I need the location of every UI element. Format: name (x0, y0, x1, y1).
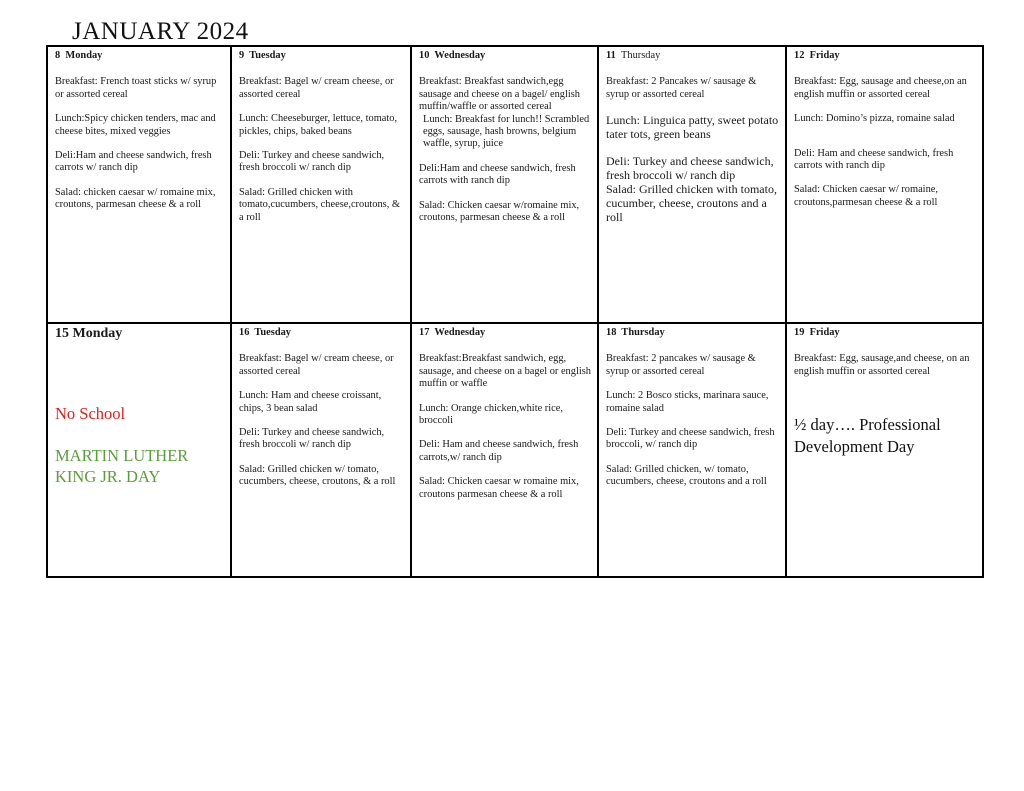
breakfast-item: Breakfast: 2 Pancakes w/ sausage & syrup or assorted cereal (606, 76, 757, 100)
day-number: 10 (419, 50, 430, 61)
day-cell-jan-11 (598, 46, 786, 323)
day-number: 11 (606, 50, 616, 61)
day-cell-jan-16 (231, 323, 411, 577)
deli-item: Deli: Turkey and cheese sandwich, fresh broccoli, w/ ranch dip (606, 427, 775, 451)
holiday-name: MARTIN LUTHER KING JR. DAY (55, 445, 189, 486)
day-name: Friday (809, 327, 840, 338)
breakfast-item: Breakfast: Breakfast sandwich,egg sausage and cheese on a bagel/ english muffin/waffle or assorted cereal (419, 76, 580, 113)
breakfast-item: Breakfast:Breakfast sandwich, egg, sausage, and cheese on a bagel or english muffin or waffle (419, 353, 591, 390)
day-number: 8 (55, 50, 61, 61)
day-cell-jan-19 (786, 323, 983, 577)
lunch-item: Lunch: Orange chicken,white rice, broccoli (419, 402, 563, 427)
calendar-week-2 (47, 323, 983, 577)
deli-item: Deli:Ham and cheese sandwich, fresh carrots w/ ranch dip (55, 150, 212, 174)
lunch-item: Lunch: 2 Bosco sticks, marinara sauce, romaine salad (606, 390, 769, 414)
day-header (55, 50, 224, 62)
day-name: Thursday (621, 50, 661, 61)
calendar-week-1 (47, 46, 983, 323)
day-cell-jan-10 (411, 46, 598, 323)
salad-item: Salad: Chicken caesar w romaine mix, croutons parmesan cheese & a roll (419, 476, 579, 500)
day-header (794, 327, 976, 339)
deli-item: Deli: Turkey and cheese sandwich, fresh broccoli w/ ranch dip (239, 427, 385, 451)
page-title: JANUARY 2024 (72, 18, 249, 45)
day-cell-jan-15 (47, 323, 231, 577)
menu-calendar (46, 45, 984, 578)
day-header (606, 50, 779, 62)
day-number: 18 (606, 327, 617, 338)
no-school-notice: No School (55, 404, 126, 424)
day-cell-jan-12 (786, 46, 983, 323)
salad-item: Salad: Grilled chicken w/ tomato, cucumbers, cheese, croutons, & a roll (239, 463, 396, 488)
salad-item: Salad: Chicken caesar w/ romaine, croutons,parmesan cheese & a roll (794, 184, 938, 208)
lunch-item: Lunch: Ham and cheese croissant, chips, 3 bean salad (239, 390, 382, 414)
lunch-item: Lunch:Spicy chicken tenders, mac and cheese bites, mixed veggies (55, 113, 216, 137)
day-cell-jan-18 (598, 323, 786, 577)
day-cell-jan-9 (231, 46, 411, 323)
day-number: 19 (794, 327, 805, 338)
deli-item: Deli: Ham and cheese sandwich, fresh carrots with ranch dip (794, 147, 954, 172)
salad-item: Salad: Grilled chicken with tomato,cucumbers, cheese,croutons, & a roll (239, 186, 401, 223)
day-header (794, 50, 976, 62)
breakfast-item: Breakfast: 2 pancakes w/ sausage & syrup or assorted cereal (606, 353, 756, 377)
deli-item: Deli: Turkey and cheese sandwich, fresh broccoli w/ ranch dip (239, 150, 385, 174)
salad-item: Salad: Grilled chicken with tomato, cucumber, cheese, croutons and a roll (606, 182, 777, 225)
lunch-item: Lunch: Linguica patty, sweet potato tater tots, green beans (606, 113, 779, 142)
day-name: Monday (65, 50, 103, 61)
day-name: Wednesday (434, 50, 486, 61)
day-header (239, 50, 404, 62)
day-name: Wednesday (434, 327, 486, 338)
breakfast-item: Breakfast: Egg, sausage and cheese,on an english muffin or assorted cereal (794, 76, 967, 100)
breakfast-item: Breakfast: Bagel w/ cream cheese, or assorted cereal (239, 353, 394, 377)
deli-item: Deli: Ham and cheese sandwich, fresh carrots,w/ ranch dip (419, 439, 579, 463)
day-name: Tuesday (249, 50, 286, 61)
lunch-item: Lunch: Breakfast for lunch!! Scrambled eggs, sausage, hash browns, belgium waffle, syrup, juice (423, 113, 590, 150)
day-header (606, 327, 779, 339)
salad-item: Salad: Grilled chicken, w/ tomato, cucumbers, cheese, croutons and a roll (606, 463, 767, 488)
breakfast-item: Breakfast: Bagel w/ cream cheese, or assorted cereal (239, 76, 394, 100)
deli-item: Deli: Turkey and cheese sandwich, fresh broccoli w/ ranch dip (606, 153, 774, 182)
day-cell-jan-8 (47, 46, 231, 323)
day-header (239, 327, 404, 339)
day-header (419, 327, 591, 339)
day-number: 12 (794, 50, 805, 61)
half-day-note: ½ day…. Professional Development Day (794, 415, 941, 456)
day-name: Tuesday (254, 327, 291, 338)
salad-item: Salad: chicken caesar w/ romaine mix, croutons, parmesan cheese & a roll (55, 186, 216, 211)
day-number: 17 (419, 327, 430, 338)
breakfast-item: Breakfast: French toast sticks w/ syrup or assorted cereal (55, 76, 217, 100)
day-cell-jan-17 (411, 323, 598, 577)
day-name: Friday (809, 50, 840, 61)
lunch-item: Lunch: Domino’s pizza, romaine salad (794, 113, 955, 125)
day-number: 9 (239, 50, 245, 61)
day-header (419, 50, 591, 62)
day-number: 16 (239, 327, 250, 338)
breakfast-item: Breakfast: Egg, sausage,and cheese, on an english muffin or assorted cereal (794, 353, 970, 377)
salad-item: Salad: Chicken caesar w/romaine mix, croutons, parmesan cheese & a roll (419, 199, 580, 224)
day-name: Thursday (621, 327, 665, 338)
lunch-item: Lunch: Cheeseburger, lettuce, tomato, pickles, chips, baked beans (239, 113, 398, 137)
deli-item: Deli:Ham and cheese sandwich, fresh carrots with ranch dip (419, 162, 576, 187)
day-header: 15 Monday (55, 326, 123, 341)
